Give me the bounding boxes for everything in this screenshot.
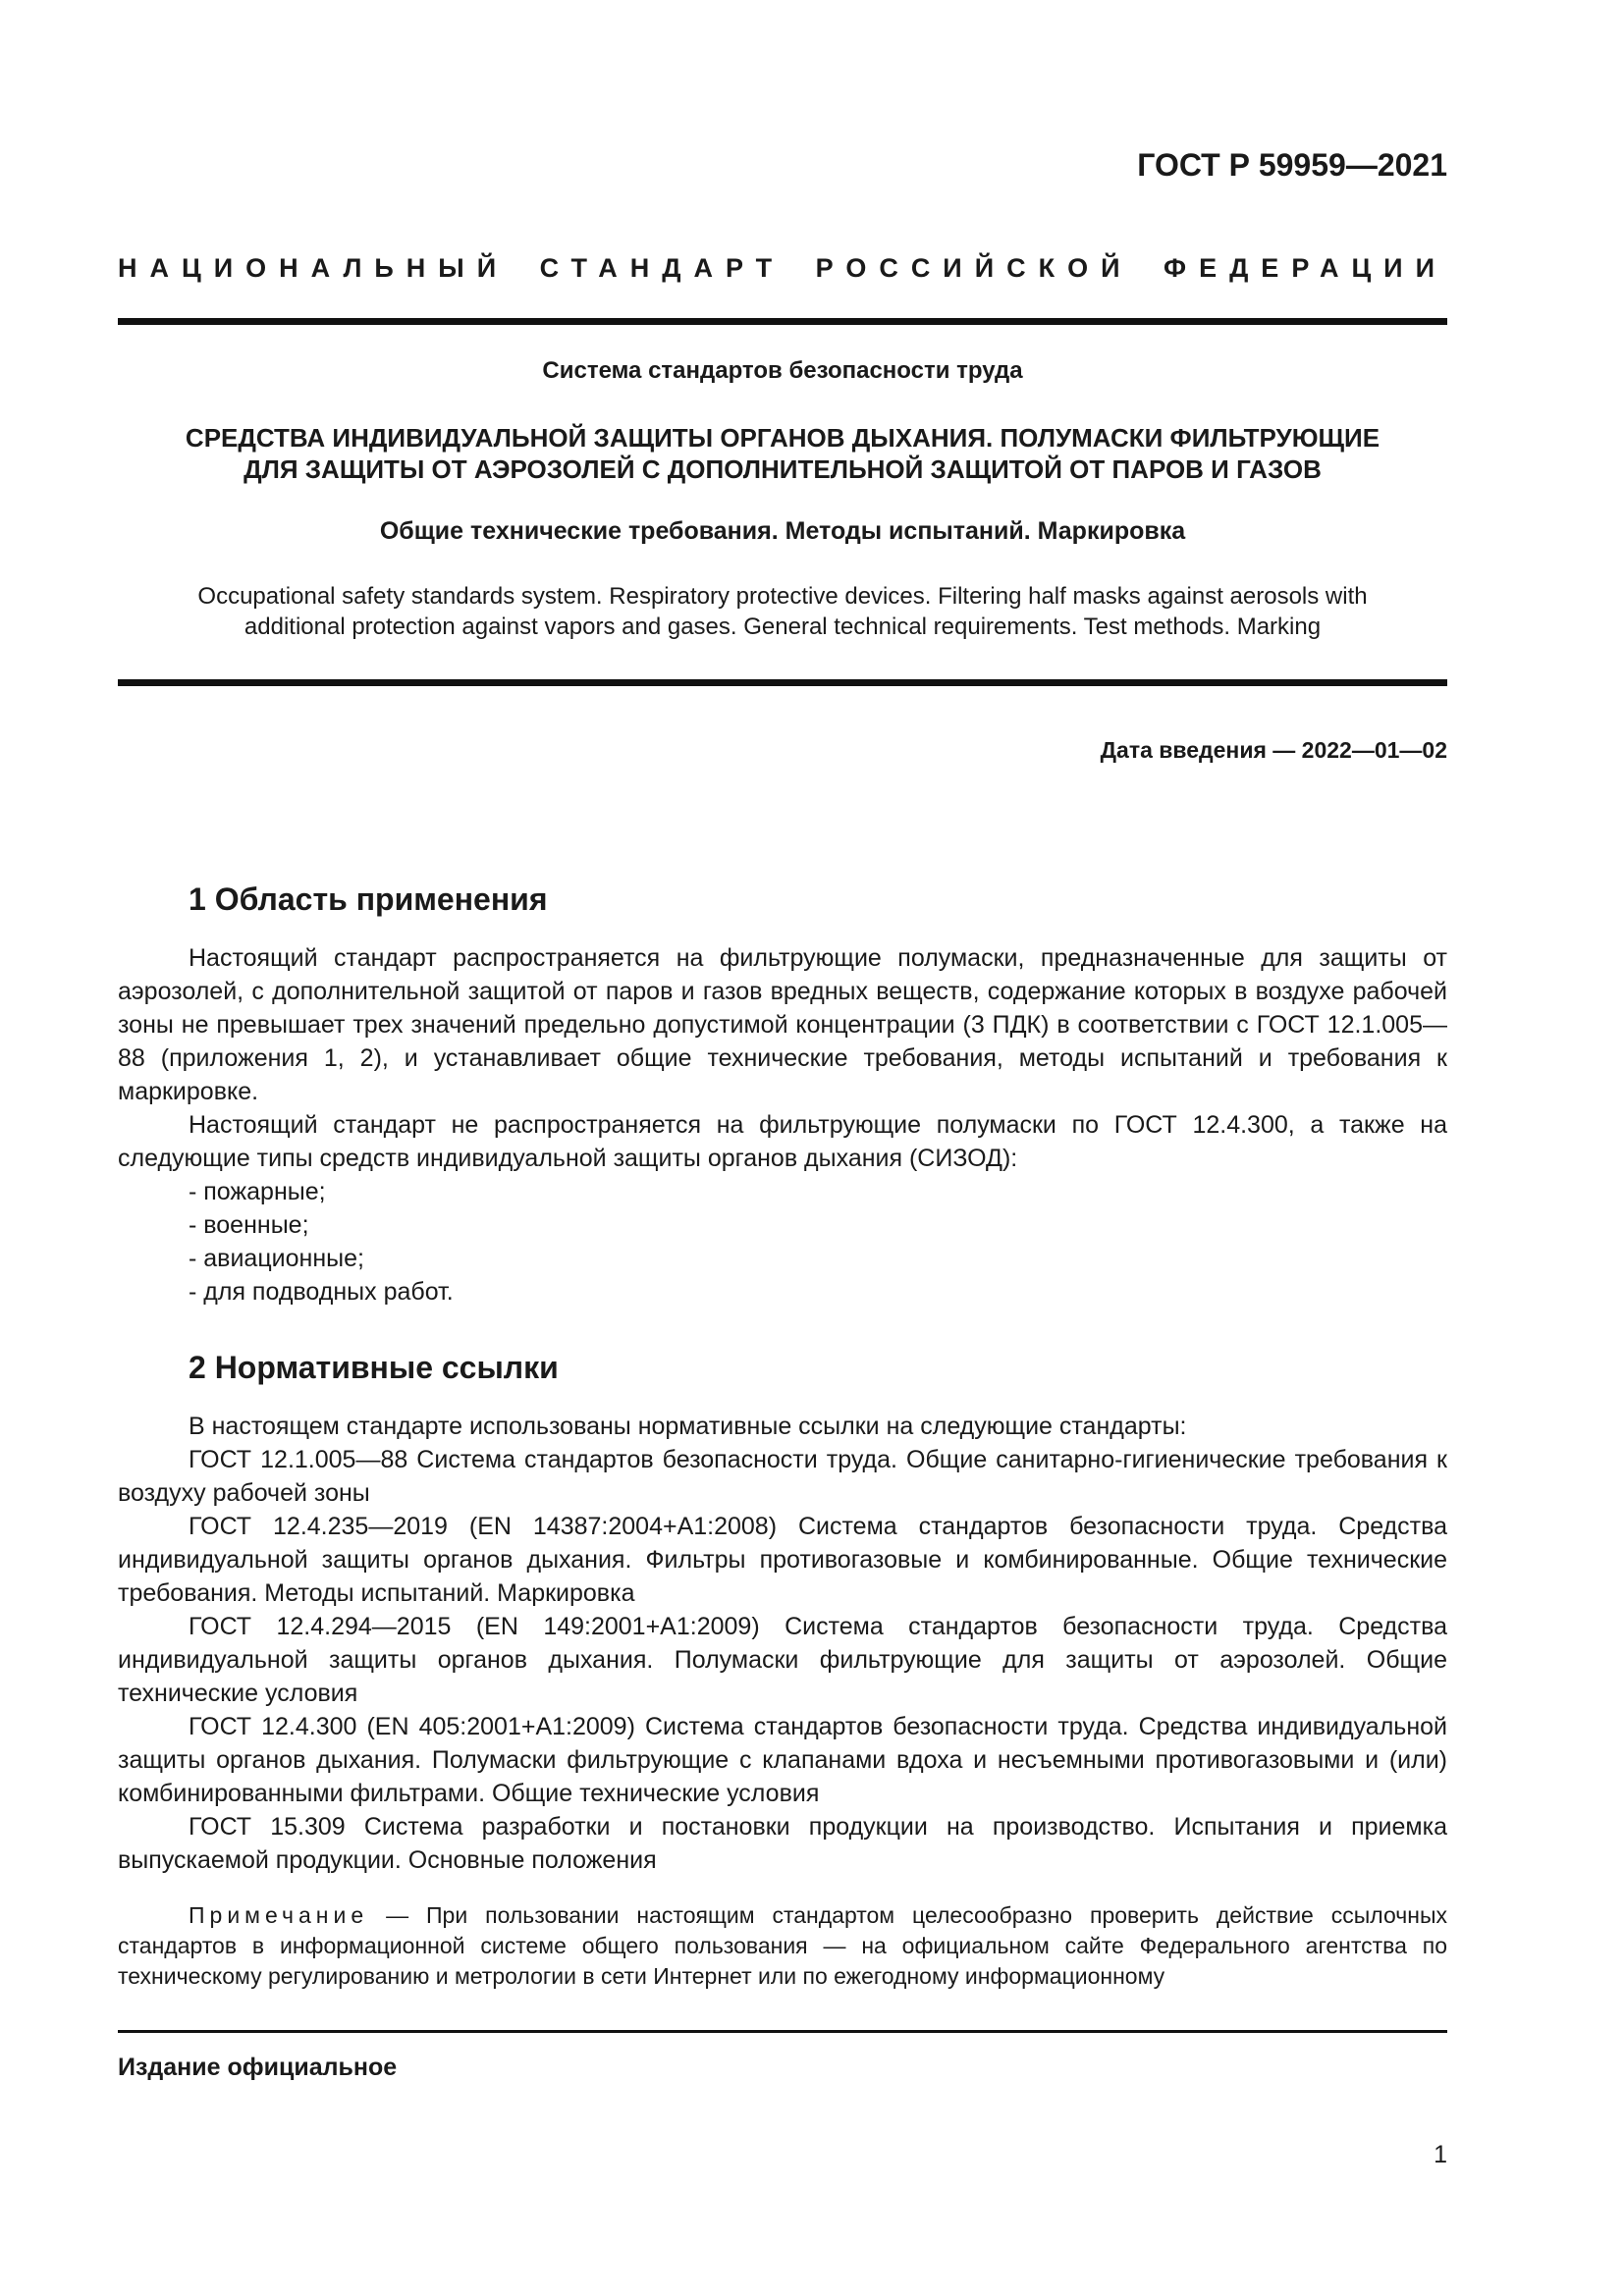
reference-item: ГОСТ 15.309 Система разработки и постановки продукции на производство. Испытания и приемка выпускаемой продукции. Основные положения xyxy=(118,1813,1447,1874)
reference-item: ГОСТ 12.4.300 (EN 405:2001+A1:2009) Система стандартов безопасности труда. Средства индивидуальной защиты органов дыхания. Полумаски фильтрующие с клапанами вдоха и несъемными противогазовыми и (или) комбинированными фильтрами. Общие технические условия xyxy=(118,1713,1447,1807)
excluded-types-list xyxy=(118,1175,1447,1308)
list-item: - для подводных работ. xyxy=(189,1278,454,1306)
section-1-heading: 1 Область применения xyxy=(189,881,548,917)
section-2-intro: В настоящем стандарте использованы нормативные ссылки на следующие стандарты: xyxy=(189,1413,1187,1440)
reference-item: ГОСТ 12.4.294—2015 (EN 149:2001+A1:2009) Система стандартов безопасности труда. Средства индивидуальной защиты органов дыхания. Полумаски фильтрующие для защиты от аэрозолей. Общие технические условия xyxy=(118,1613,1447,1707)
section-1-paragraph-1: Настоящий стандарт распространяется на фильтрующие полумаски, предназначенные для защиты от аэрозолей, с дополнительной защитой от паров и газов вредных веществ, содержание которых в воздухе рабочей зоны не превышает трех значений предельно допустимой концентрации (3 ПДК) в соответствии с ГОСТ 12.1.005—88 (приложения 1, 2), и устанавливает общие технические требования, методы испытаний и требования к маркировке. xyxy=(118,944,1447,1105)
document-number: ГОСТ Р 59959—2021 xyxy=(1137,147,1447,183)
reference-item: ГОСТ 12.1.005—88 Система стандартов безопасности труда. Общие санитарно-гигиенические требования к воздуху рабочей зоны xyxy=(118,1446,1447,1507)
note xyxy=(118,1900,1447,1992)
section-1-paragraph-2: Настоящий стандарт не распространяется на фильтрующие полумаски по ГОСТ 12.4.300, а также на следующие типы средств индивидуальной защиты органов дыхания (СИЗОД): xyxy=(118,1111,1447,1172)
national-standard-title: НАЦИОНАЛЬНЫЙ СТАНДАРТ РОССИЙСКОЙ ФЕДЕРАЦИИ xyxy=(118,253,1447,283)
page-number: 1 xyxy=(1434,2141,1447,2168)
note-text: — При пользовании настоящим стандартом целесообразно проверить действие ссылочных стандартов в информационной системе общего пользования — на официальном сайте Федерального агентства по техническому регулированию и метрологии в сети Интернет или по ежегодному информационному xyxy=(118,1902,1447,1989)
note-label: Примечание xyxy=(189,1902,369,1928)
english-title-line-2: additional protection against vapors and gases. General technical requirements. Test methods. Marking xyxy=(244,614,1322,640)
main-title-line-1: СРЕДСТВА ИНДИВИДУАЛЬНОЙ ЗАЩИТЫ ОРГАНОВ ДЫХАНИЯ. ПОЛУМАСКИ ФИЛЬТРУЮЩИЕ xyxy=(185,423,1380,453)
top-divider xyxy=(118,318,1447,325)
list-item: - авиационные; xyxy=(189,1245,364,1272)
main-title xyxy=(118,422,1447,485)
official-edition-label: Издание официальное xyxy=(118,2054,398,2081)
section-2-heading: 2 Нормативные ссылки xyxy=(189,1350,559,1385)
main-title-line-2: ДЛЯ ЗАЩИТЫ ОТ АЭРОЗОЛЕЙ С ДОПОЛНИТЕЛЬНОЙ ЗАЩИТОЙ ОТ ПАРОВ И ГАЗОВ xyxy=(244,454,1322,484)
english-title xyxy=(118,581,1447,642)
standards-series: Система стандартов безопасности труда xyxy=(542,357,1023,384)
bottom-divider xyxy=(118,2030,1447,2033)
section-spacer xyxy=(118,1308,1447,1350)
document-body xyxy=(118,881,1447,1992)
reference-item: ГОСТ 12.4.235—2019 (EN 14387:2004+A1:2008) Система стандартов безопасности труда. Средства индивидуальной защиты органов дыхания. Фильтры противогазовые и комбинированные. Общие технические требования. Методы испытаний. Маркировка xyxy=(118,1513,1447,1607)
introduction-date: Дата введения — 2022—01—02 xyxy=(1100,737,1447,763)
english-title-line-1: Occupational safety standards system. Respiratory protective devices. Filtering half masks against aerosols with xyxy=(197,583,1368,610)
middle-divider xyxy=(118,679,1447,686)
subtitle: Общие технические требования. Методы испытаний. Маркировка xyxy=(379,517,1186,545)
list-item: - военные; xyxy=(189,1211,309,1239)
list-item: - пожарные; xyxy=(189,1178,326,1205)
